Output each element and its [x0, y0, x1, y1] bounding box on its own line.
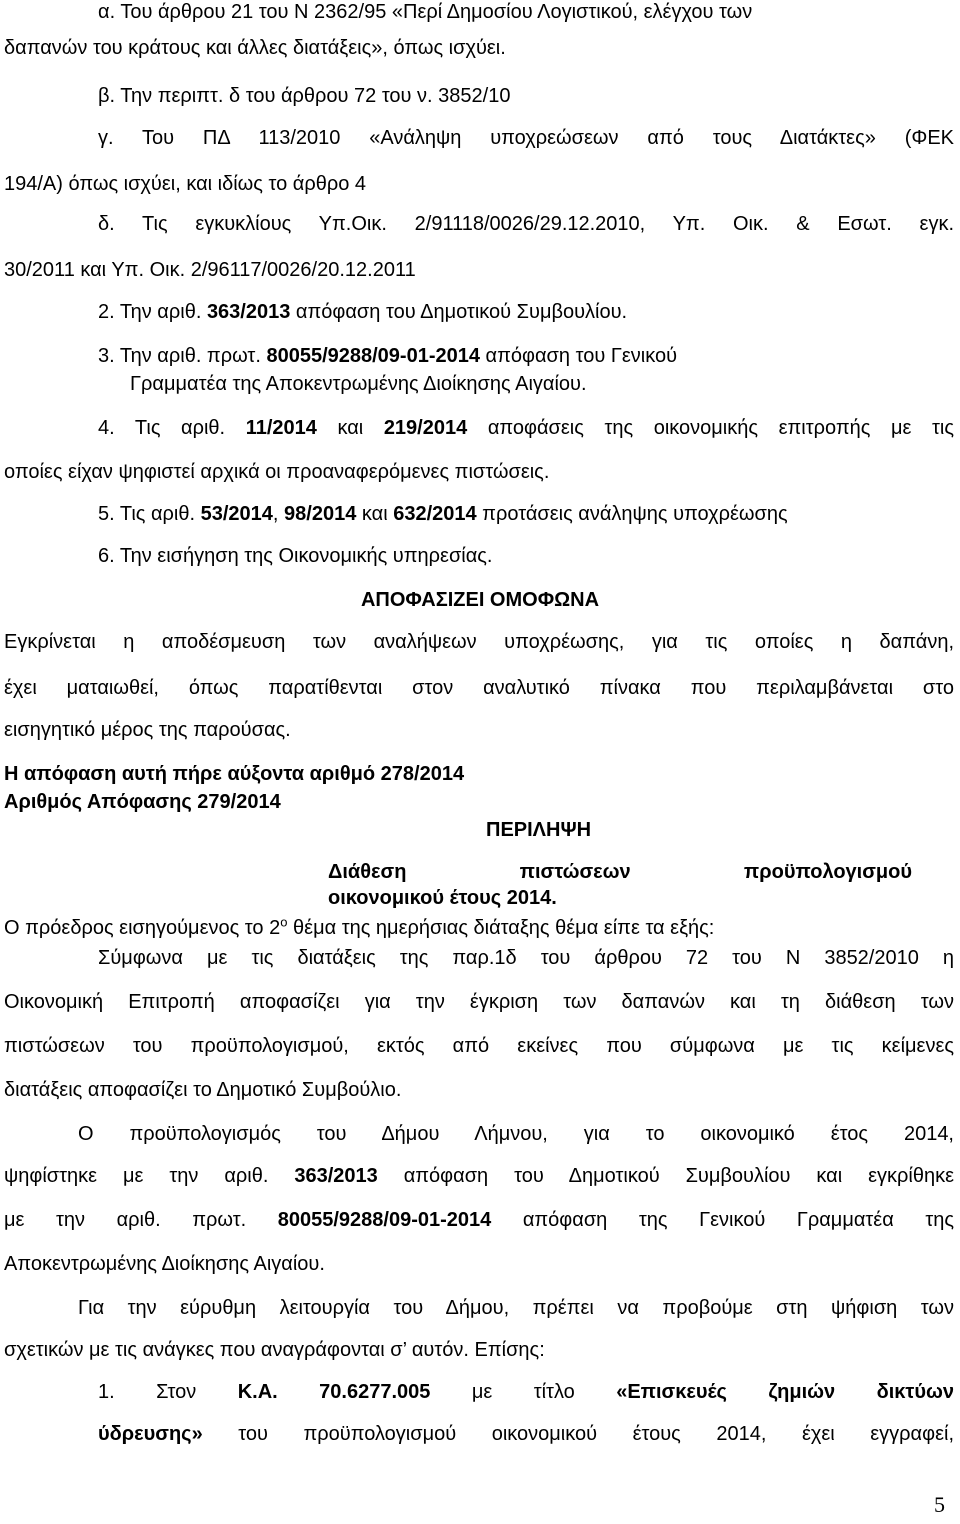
- text-segment: 2. Την αριθ.: [98, 301, 207, 323]
- text-segment: και: [316, 417, 384, 439]
- text-line: 6. Την εισήγηση της Οικονομικής υπηρεσίας.: [98, 545, 493, 567]
- text-segment: προϋπολογισμού: [743, 861, 912, 883]
- text-segment: με την αριθ. πρωτ.: [4, 1209, 278, 1231]
- text-segment: 4. Τις αριθ.: [98, 417, 246, 439]
- text-segment: Διάθεση: [328, 861, 407, 883]
- item-title: «Επισκευές ζημιών δικτύων: [616, 1381, 954, 1403]
- text-line: διατάξεις αποφασίζει το Δημοτικό Συμβούλιο.: [4, 1079, 402, 1101]
- text-line: Για την εύρυθμη λειτουργία του Δήμου, πρέπει να προβούμε στη ψήφιση των: [78, 1297, 954, 1319]
- text-line: δαπανών του κράτους και άλλες διατάξεις», όπως ισχύει.: [4, 37, 506, 59]
- text-line: έχει ματαιωθεί, όπως παρατίθενται στον αναλυτικό πίνακα που περιλαμβάνεται στο: [4, 677, 954, 699]
- text-segment: ,: [272, 503, 285, 525]
- text-line: οποίες είχαν ψηφιστεί αρχικά οι προαναφερόμενες πιστώσεις.: [4, 461, 550, 483]
- decision-heading: ΑΠΟΦΑΣΙΖΕΙ ΟΜΟΦΩΝΑ: [360, 589, 600, 611]
- text-segment: και: [356, 503, 394, 525]
- summary-heading: ΠΕΡΙΛΗΨΗ: [486, 819, 592, 841]
- text-segment: πιστώσεων: [519, 861, 631, 883]
- page-number: 5: [934, 1492, 945, 1517]
- text-line: Ο προϋπολογισμός του Δήμου Λήμνου, για το οικονομικό έτος 2014,: [78, 1123, 954, 1145]
- text-segment: ψηφίστηκε με την αριθ.: [4, 1165, 295, 1187]
- text-line: εισηγητικό μέρος της παρούσας.: [4, 719, 291, 741]
- text-segment: απόφαση του Δημοτικού Συμβουλίου.: [290, 301, 628, 323]
- text-line: [98, 416, 954, 440]
- decision-number: 219/2014: [383, 417, 468, 439]
- text-segment: απόφαση της Γενικού Γραμματέα της: [491, 1209, 954, 1231]
- text-line: σχετικών με τις ανάγκες που αναγράφονται σ’ αυτόν. Επίσης:: [4, 1339, 545, 1361]
- protocol-number: 80055/9288/09-01-2014: [266, 345, 480, 367]
- decision-number-line: Αριθμός Απόφασης 279/2014: [4, 791, 281, 813]
- ordinal-superscript: ο: [280, 914, 288, 930]
- text-segment: 5. Τις αριθ.: [98, 503, 201, 525]
- text-line: 30/2011 και Υπ. Οικ. 2/96117/0026/20.12.2011: [4, 259, 416, 281]
- protocol-number: 80055/9288/09-01-2014: [277, 1209, 492, 1231]
- text-line: Εγκρίνεται η αποδέσμευση των αναλήψεων υποχρέωσης, για τις οποίες η δαπάνη,: [4, 631, 954, 653]
- text-line: πιστώσεων του προϋπολογισμού, εκτός από εκείνες που σύμφωνα με τις κείμενες: [4, 1035, 954, 1057]
- list-item-line: [98, 1380, 954, 1404]
- text-segment: αποφάσεις της οικονομικής επιτροπής με τις: [467, 417, 955, 439]
- decision-number: 363/2013: [294, 1165, 378, 1187]
- text-segment: απόφαση του Δημοτικού Συμβουλίου και εγκρίθηκε: [377, 1165, 954, 1187]
- text-line: [98, 344, 677, 368]
- text-line: 194/Α) όπως ισχύει, και ιδίως το άρθρο 4: [4, 173, 367, 195]
- text-line: Αποκεντρωμένης Διοίκησης Αιγαίου.: [4, 1253, 325, 1275]
- text-line: β. Την περιπτ. δ του άρθρου 72 του ν. 3852/10: [98, 85, 511, 107]
- text-line: [98, 300, 627, 324]
- summary-title-line: [328, 860, 912, 884]
- text-segment: του προϋπολογισμού οικονομικού έτους 2014, έχει εγγραφεί,: [202, 1423, 954, 1445]
- proposal-number: 632/2014: [393, 503, 477, 525]
- text-segment: προτάσεις ανάληψης υποχρέωσης: [476, 503, 788, 525]
- text-line: [4, 916, 714, 940]
- text-line: Γραμματέα της Αποκεντρωμένης Διοίκησης Αιγαίου.: [130, 373, 587, 395]
- decision-number: 11/2014: [245, 417, 317, 439]
- decision-number: 363/2013: [206, 301, 291, 323]
- proposal-number: 53/2014: [200, 503, 273, 525]
- text-line: Σύμφωνα με τις διατάξεις της παρ.1δ του άρθρου 72 του Ν 3852/2010 η: [98, 947, 954, 969]
- text-line: γ. Του ΠΔ 113/2010 «Ανάληψη υποχρεώσεων από τους Διατάκτες» (ΦΕΚ: [98, 127, 954, 149]
- text-segment: 1. Στον: [98, 1381, 238, 1403]
- text-line: Οικονομική Επιτροπή αποφασίζει για την έγκριση των δαπανών και τη διάθεση των: [4, 991, 954, 1013]
- budget-code: Κ.Α. 70.6277.005: [237, 1381, 431, 1403]
- serial-number-line: Η απόφαση αυτή πήρε αύξοντα αριθμό 278/2014: [4, 763, 465, 785]
- text-line: [4, 1164, 954, 1188]
- text-segment: θέμα της ημερήσιας διάταξης θέμα είπε τα εξής:: [287, 917, 715, 939]
- text-segment: Ο πρόεδρος εισηγούμενος το 2: [4, 917, 281, 939]
- item-title: ύδρευσης»: [98, 1423, 203, 1445]
- summary-title-line: οικονομικού έτους 2014.: [328, 887, 557, 909]
- text-line: [98, 502, 788, 526]
- text-line: α. Του άρθρου 21 του Ν 2362/95 «Περί Δημοσίου Λογιστικού, ελέγχου των: [98, 1, 753, 23]
- text-line: [4, 1208, 954, 1232]
- text-line: δ. Τις εγκυκλίους Υπ.Οικ. 2/91118/0026/29.12.2010, Υπ. Οικ. & Εσωτ. εγκ.: [98, 213, 954, 235]
- text-segment: απόφαση του Γενικού: [479, 345, 678, 367]
- proposal-number: 98/2014: [284, 503, 357, 525]
- text-segment: με τίτλο: [430, 1381, 617, 1403]
- text-segment: 3. Την αριθ. πρωτ.: [98, 345, 267, 367]
- list-item-line: [98, 1422, 954, 1446]
